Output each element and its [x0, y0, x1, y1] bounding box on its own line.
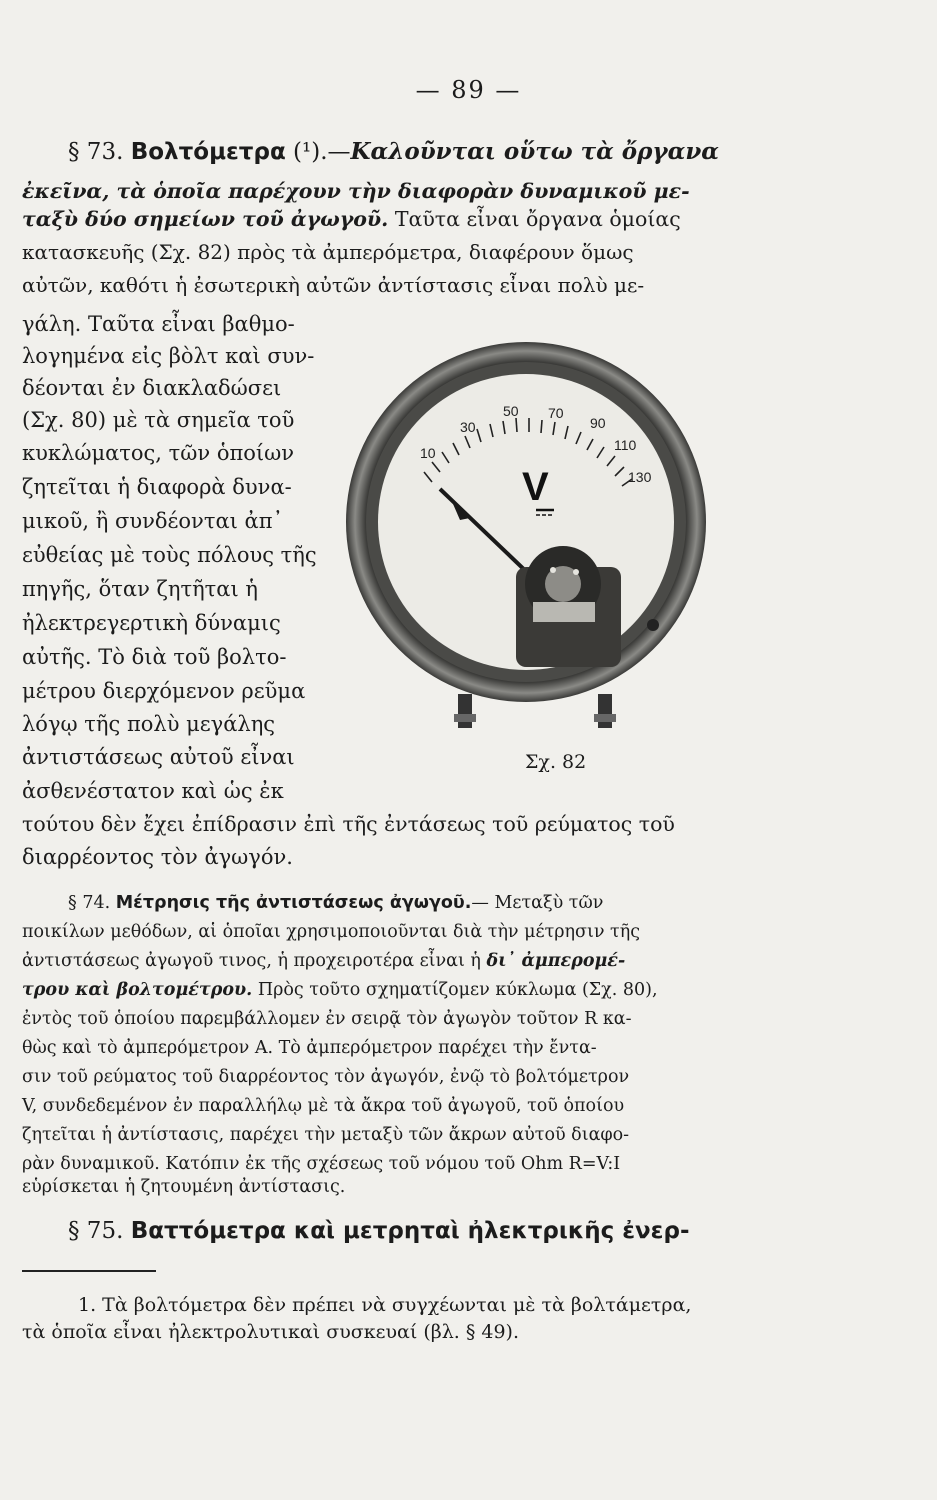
s73-line-11: ζητεῖται ἡ διαφορὰ δυνα- — [22, 475, 292, 499]
s73-line-18: λόγῳ τῆς πολὺ μεγάλης — [22, 712, 276, 736]
dial-number: 50 — [503, 403, 519, 419]
s73-line-6: γάλη. Ταῦτα εἶναι βαθμο- — [22, 312, 295, 336]
voltmeter-illustration — [328, 322, 723, 742]
voltmeter-figure — [328, 322, 723, 742]
dial-number: 70 — [548, 405, 564, 421]
section-number: § 73. — [68, 139, 131, 165]
s73-line-10: κυκλώματος, τῶν ὁποίων — [22, 441, 295, 465]
s74-line-10: ρὰν δυναμικοῦ. Κατόπιν ἐκ τῆς σχέσεως τοῦ νόμου τοῦ Ohm R=V:I — [22, 1154, 621, 1174]
s73-line-21: τούτου δὲν ἔχει ἐπίδρασιν ἐπὶ τῆς ἐντάσεως τοῦ ρεύματος τοῦ — [22, 812, 675, 836]
s73-line-20: ἀσθενέστατον καὶ ὡς ἐκ — [22, 779, 284, 803]
s74-line-8: V, συνδεδεμένον ἐν παραλλήλῳ μὲ τὰ ἄκρα τοῦ ἀγωγοῦ, τοῦ ὁποίου — [22, 1096, 625, 1116]
figure-caption: Σχ. 82 — [525, 751, 587, 773]
s73-line-14: πηγῆς, ὅταν ζητῆται ἡ — [22, 577, 258, 601]
section-title: Βολτόμετρα — [130, 139, 286, 165]
s73-line-9: (Σχ. 80) μὲ τὰ σημεῖα τοῦ — [22, 408, 295, 432]
s74-line-9: ζητεῖται ἡ ἀντίστασις, παρέχει τὴν μεταξὺ τῶν ἄκρων αὐτοῦ διαφο- — [22, 1125, 630, 1145]
footnote-rule — [22, 1270, 156, 1272]
mechanism-bracket — [533, 602, 595, 622]
s74-line-2: ποικίλων μεθόδων, αἱ ὁποῖαι χρησιμοποιοῦνται διὰ τὴν μέτρησιν τῆς — [22, 922, 641, 942]
s75-heading — [68, 1216, 690, 1246]
section-number: § 75. — [68, 1218, 131, 1244]
s73-line-17: μέτρου διερχόμενον ρεῦμα — [22, 679, 306, 703]
s73-line-8: δέονται ἐν διακλαδώσει — [22, 376, 282, 400]
s73-line-7: λογημένα εἰς βὸλτ καὶ συν- — [22, 344, 315, 368]
body-text: ἀντιστάσεως ἀγωγοῦ τινος, ἡ προχειροτέρα εἶναι ἡ — [22, 951, 487, 971]
definition-text: ταξὺ δύο σημείων τοῦ ἀγωγοῦ. — [22, 207, 389, 231]
dial-number: 90 — [590, 415, 606, 431]
dial-number: 110 — [614, 437, 637, 453]
footnote-ref: (¹).— — [285, 139, 351, 165]
s73-line-15: ἠλεκτρεγερτικὴ δύναμις — [22, 611, 281, 635]
s73-line-5: αὐτῶν, καθότι ἡ ἐσωτερικὴ αὐτῶν ἀντίστασις εἶναι πολὺ με- — [22, 273, 645, 297]
terminal-right — [598, 694, 612, 728]
body-text: — Μεταξὺ τῶν — [471, 893, 604, 913]
section-number: § 74. — [68, 893, 116, 913]
emphasis-text: τρου καὶ βολτομέτρου. — [22, 980, 253, 1000]
screw — [573, 569, 579, 575]
terminal-nut — [594, 714, 616, 722]
definition-text: Καλοῦνται οὕτω τὰ ὄργανα — [350, 138, 719, 165]
s74-line-6: θὼς καὶ τὸ ἀμπερόμετρον A. Τὸ ἀμπερόμετρον παρέχει τὴν ἔντα- — [22, 1038, 597, 1058]
s73-line-3 — [22, 204, 681, 234]
s73-line-4: κατασκευῆς (Σχ. 82) πρὸς τὰ ἀμπερόμετρα, διαφέρουν ὅμως — [22, 240, 634, 264]
terminal-left — [458, 694, 472, 728]
s74-line-5: ἐντὸς τοῦ ὁποίου παρεμβάλλομεν ἐν σειρᾷ τὸν ἀγωγὸν τοῦτον R κα- — [22, 1009, 632, 1029]
terminal-nut — [454, 714, 476, 722]
s73-line-13: εὐθείας μὲ τοὺς πόλους τῆς — [22, 543, 317, 567]
dial-number: 30 — [460, 419, 476, 435]
screw — [550, 567, 556, 573]
dial-letter: V — [522, 465, 549, 509]
s73-line-22: διαρρέοντος τὸν ἀγωγόν. — [22, 845, 293, 869]
emphasis-text: δι᾽ ἀμπερομέ- — [486, 951, 626, 971]
s74-line-7: σιν τοῦ ρεύματος τοῦ διαρρέοντος τὸν ἀγωγόν, ἐνῷ τὸ βολτόμετρον — [22, 1067, 630, 1087]
s73-line-16: αὐτῆς. Τὸ διὰ τοῦ βολτο- — [22, 645, 287, 669]
s74-line-3 — [22, 946, 625, 976]
s74-line-11: εὑρίσκεται ἡ ζητουμένη ἀντίστασις. — [22, 1177, 346, 1197]
s73-line-2: ἐκεῖνα, τὰ ὁποῖα παρέχουν τὴν διαφορὰν δυναμικοῦ με- — [22, 179, 690, 203]
s73-line-12: μικοῦ, ἢ συνδέονται ἀπ᾽ — [22, 509, 284, 533]
section-title: Μέτρησις τῆς ἀντιστάσεως ἀγωγοῦ. — [115, 893, 472, 913]
page-number: — 89 — — [415, 76, 522, 104]
body-text: Ταῦτα εἶναι ὄργανα ὁμοίας — [388, 207, 681, 231]
dial-number: 10 — [420, 445, 436, 461]
s74-line-1 — [68, 888, 603, 918]
s73-line-1 — [68, 137, 719, 167]
footnote-line-1: 1. Τὰ βολτόμετρα δὲν πρέπει νὰ συγχέωνται μὲ τὰ βολτάμετρα, — [78, 1294, 692, 1316]
zero-adjust-screw — [647, 619, 659, 631]
s74-line-4 — [22, 975, 658, 1005]
s73-line-19: ἀντιστάσεως αὐτοῦ εἶναι — [22, 745, 295, 769]
body-text: Πρὸς τοῦτο σχηματίζομεν κύκλωμα (Σχ. 80), — [252, 980, 658, 1000]
dial-number: 130 — [628, 469, 652, 485]
footnote-line-2: τὰ ὁποῖα εἶναι ἠλεκτρολυτικαὶ συσκευαί (βλ. § 49). — [22, 1321, 520, 1343]
section-title: Βαττόμετρα καὶ μετρηταὶ ἠλεκτρικῆς ἐνερ- — [130, 1218, 690, 1244]
